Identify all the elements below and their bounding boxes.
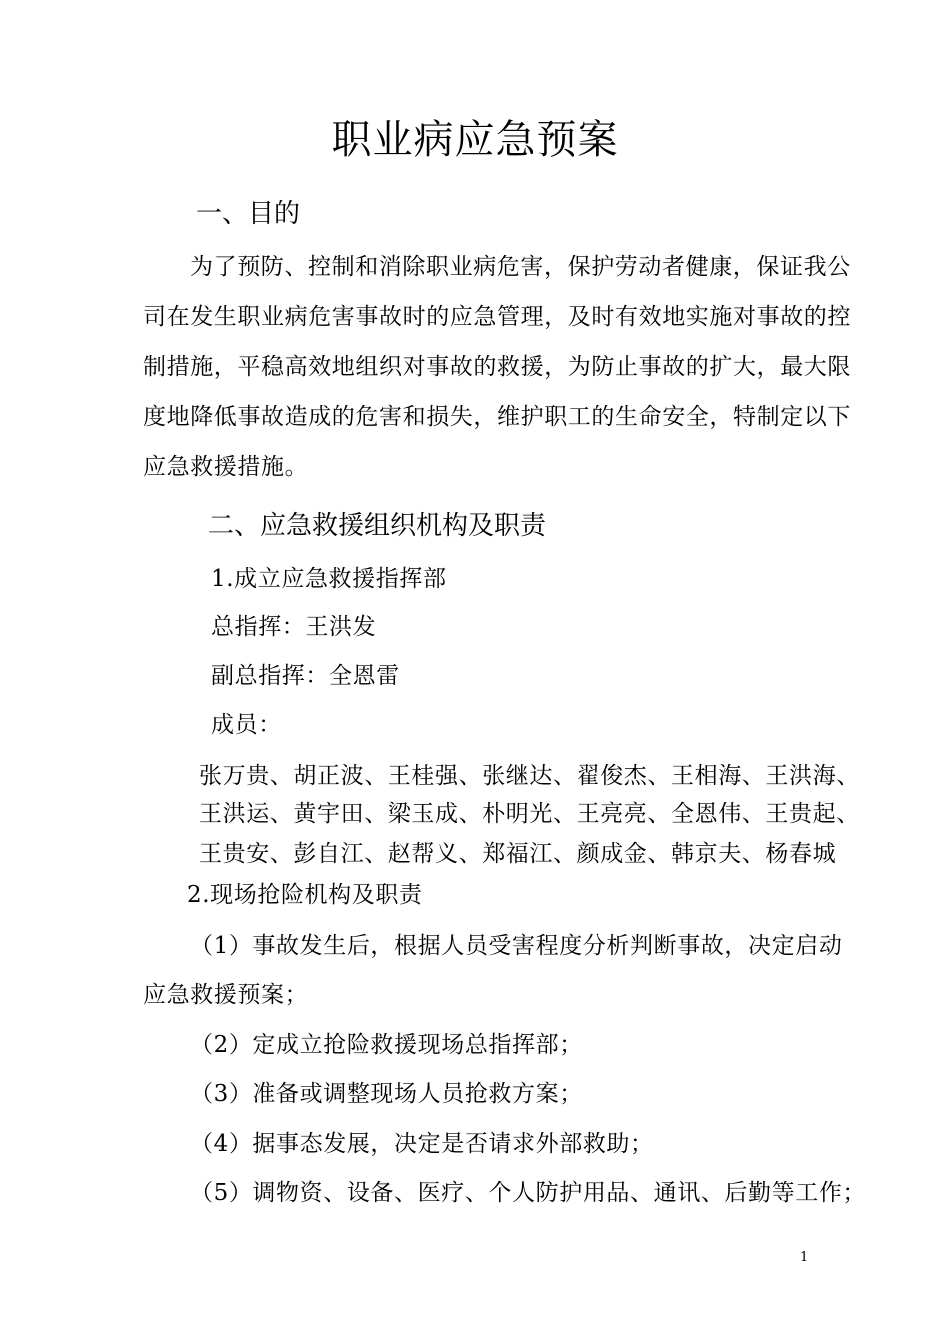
section-1-line: 制措施，平稳高效地组织对事故的救援，为防止事故的扩大，最大限 — [143, 354, 851, 380]
subsection-2-heading: 2.现场抢险机构及职责 — [187, 882, 423, 908]
commander-line: 总指挥：王洪发 — [211, 614, 377, 640]
duty-item: （1）事故发生后，根据人员受害程度分析判断事故，决定启动 — [190, 933, 843, 959]
section-1-line: 为了预防、控制和消除职业病危害，保护劳动者健康，保证我公 — [190, 254, 851, 280]
members-line: 王贵安、彭自江、赵帮义、郑福江、颜成金、韩京夫、杨春城 — [199, 841, 837, 867]
deputy-commander-line: 副总指挥：全恩雷 — [211, 663, 400, 689]
members-label: 成员： — [211, 712, 282, 738]
subsection-1-heading: 1.成立应急救援指挥部 — [211, 566, 447, 592]
duty-item: （4）据事态发展，决定是否请求外部救助； — [190, 1131, 654, 1157]
section-1-line: 度地降低事故造成的危害和损失，维护职工的生命安全，特制定以下 — [143, 404, 851, 430]
section-1-line: 应急救援措施。 — [143, 454, 309, 480]
members-line: 王洪运、黄宇田、梁玉成、朴明光、王亮亮、全恩伟、王贵起、 — [199, 801, 860, 827]
section-1-line: 司在发生职业病危害事故时的应急管理，及时有效地实施对事故的控 — [143, 304, 851, 330]
duty-item: （2）定成立抢险救援现场总指挥部； — [190, 1032, 583, 1058]
members-line: 张万贵、胡正波、王桂强、张继达、翟俊杰、王相海、王洪海、 — [199, 763, 860, 789]
document-title: 职业病应急预案 — [331, 117, 619, 163]
page-number: 1 — [800, 1250, 809, 1265]
duty-item: （5）调物资、设备、医疗、个人防护用品、通讯、后勤等工作； — [190, 1180, 867, 1206]
duty-item: 应急救援预案； — [143, 982, 309, 1008]
duty-item: （3）准备或调整现场人员抢救方案； — [190, 1081, 583, 1107]
section-2-heading: 二、应急救援组织机构及职责 — [208, 511, 547, 541]
section-1-heading: 一、目的 — [196, 199, 301, 229]
